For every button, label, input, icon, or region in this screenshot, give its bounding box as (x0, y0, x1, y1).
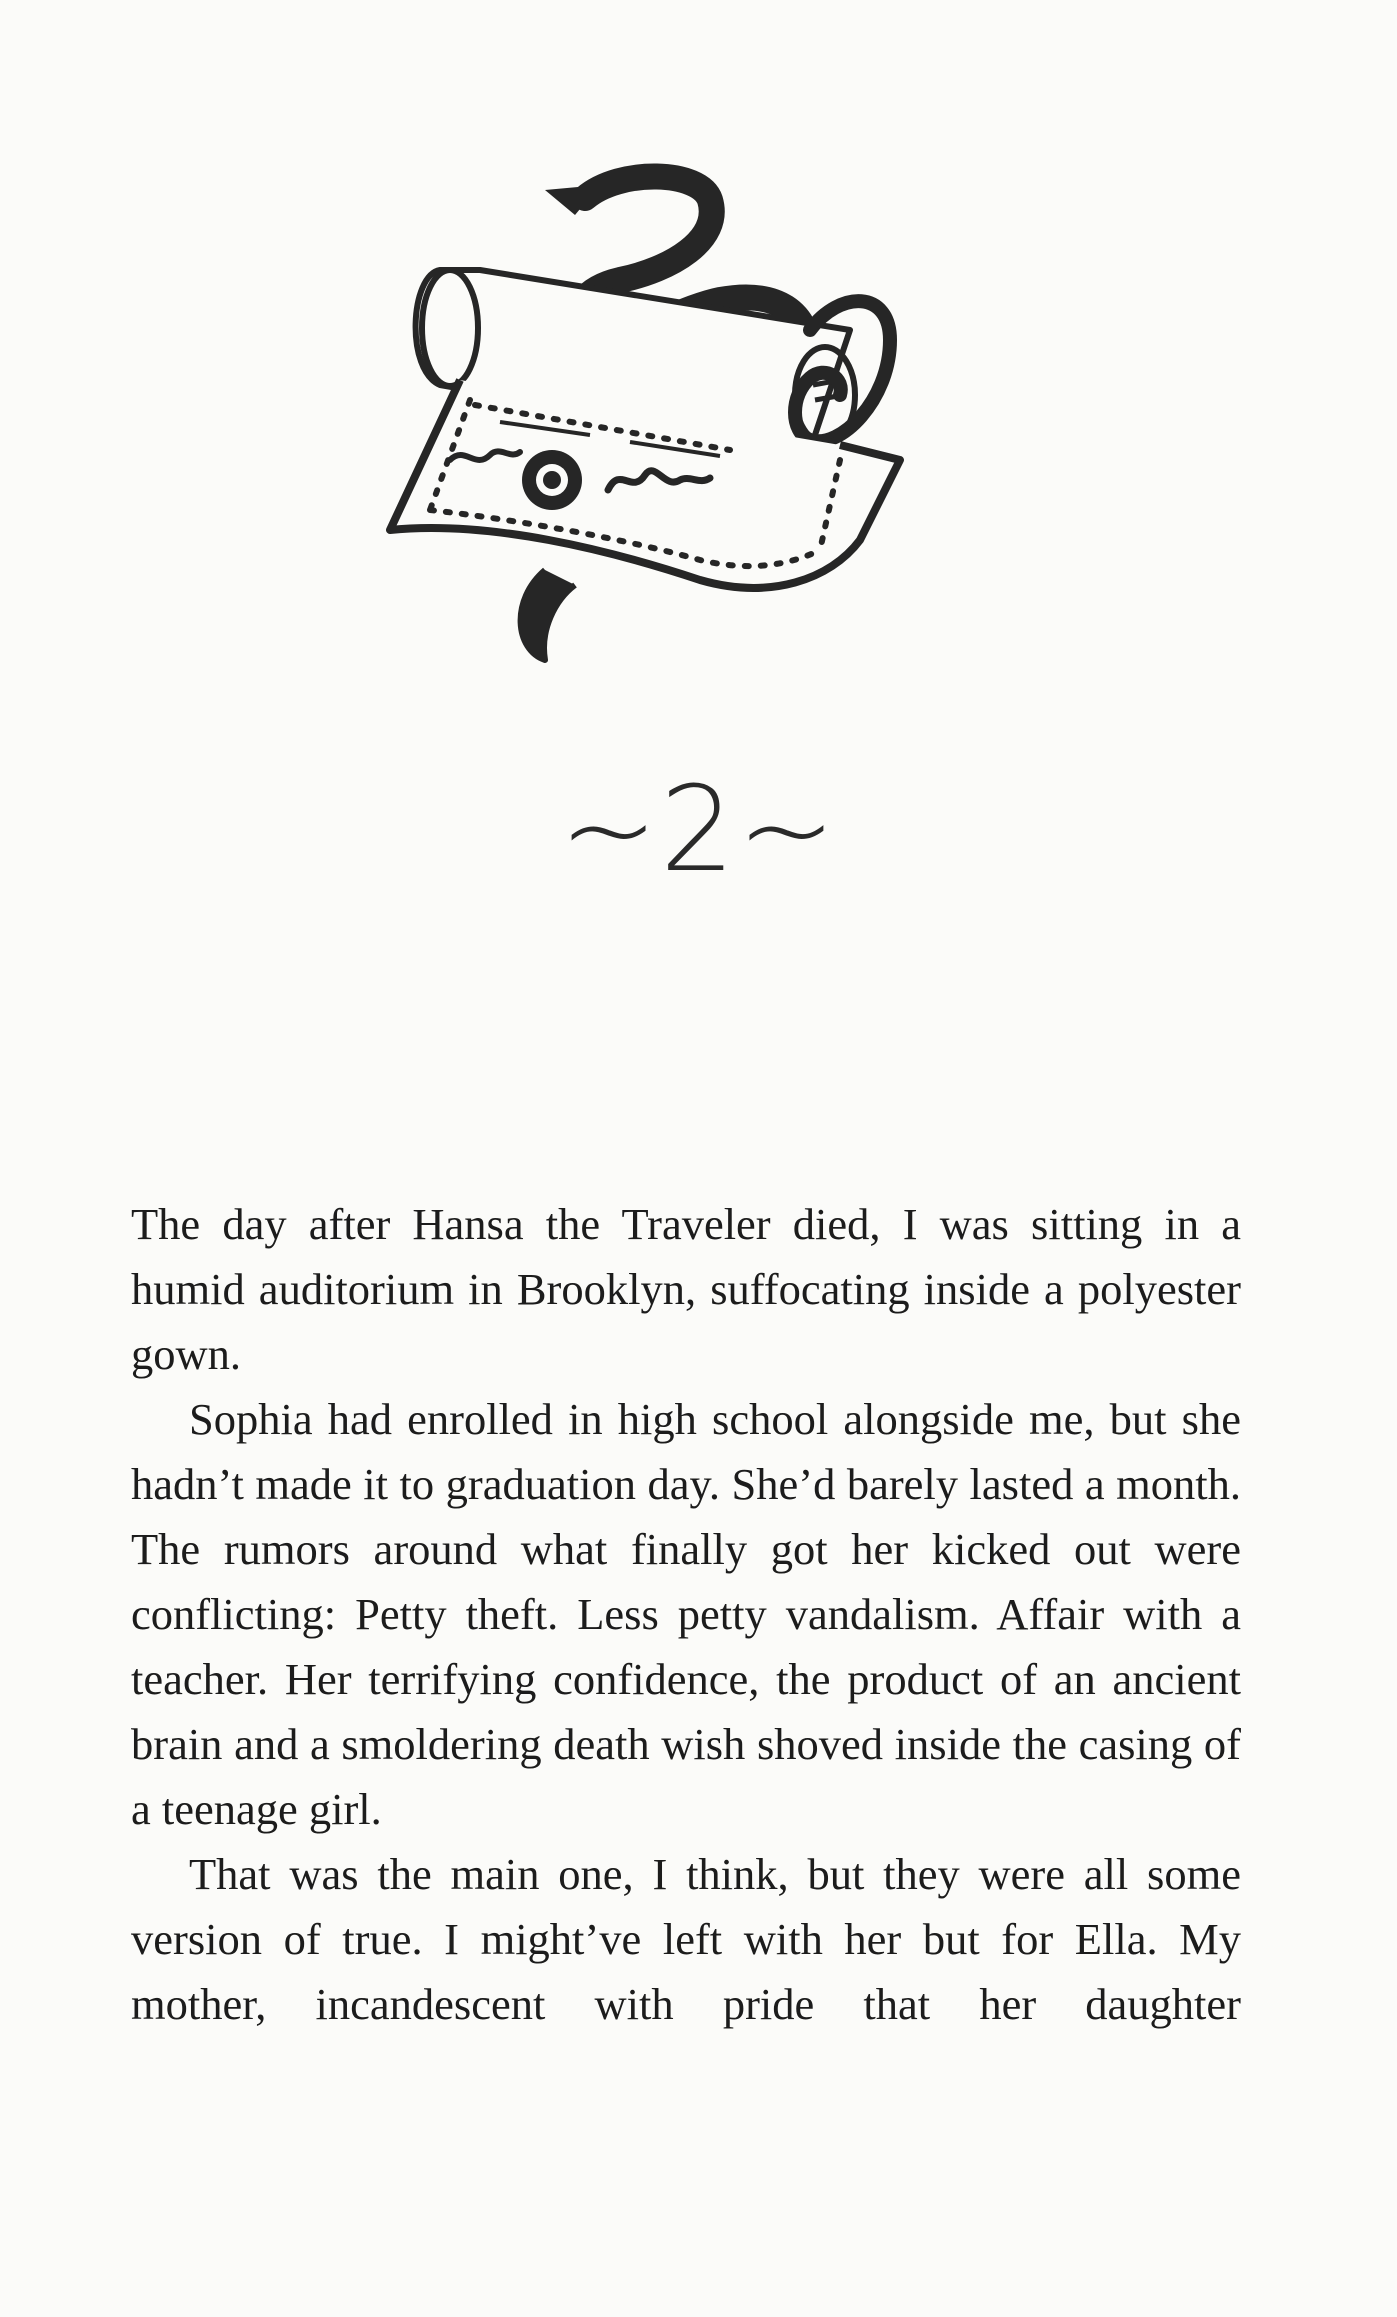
chapter-number: ~2~ (559, 760, 838, 898)
chapter-body-text (131, 1192, 1241, 2037)
paragraph-2: Sophia had enrolled in high school alongside me, but she hadn’t made it to graduation day. She’d barely lasted a month. The rumors around what finally got her kicked out were conflicting: Petty theft. Less petty vandalism. Affair with a teacher. Her terrifying confidence, the product of an ancient brain and a smoldering death wish shoved inside the casing of a teenage girl. (131, 1394, 1241, 1834)
paragraph-1: The day after Hansa the Traveler died, I was sitting in a humid auditorium in Brooklyn, suffocating inside a polyester gown. (131, 1199, 1241, 1379)
diploma-scroll-icon (370, 160, 1010, 750)
paragraph-3: That was the main one, I think, but they were all some version of true. I might’ve left with her but for Ella. My mother, incandescent with pride that her daughter (131, 1849, 1241, 2029)
